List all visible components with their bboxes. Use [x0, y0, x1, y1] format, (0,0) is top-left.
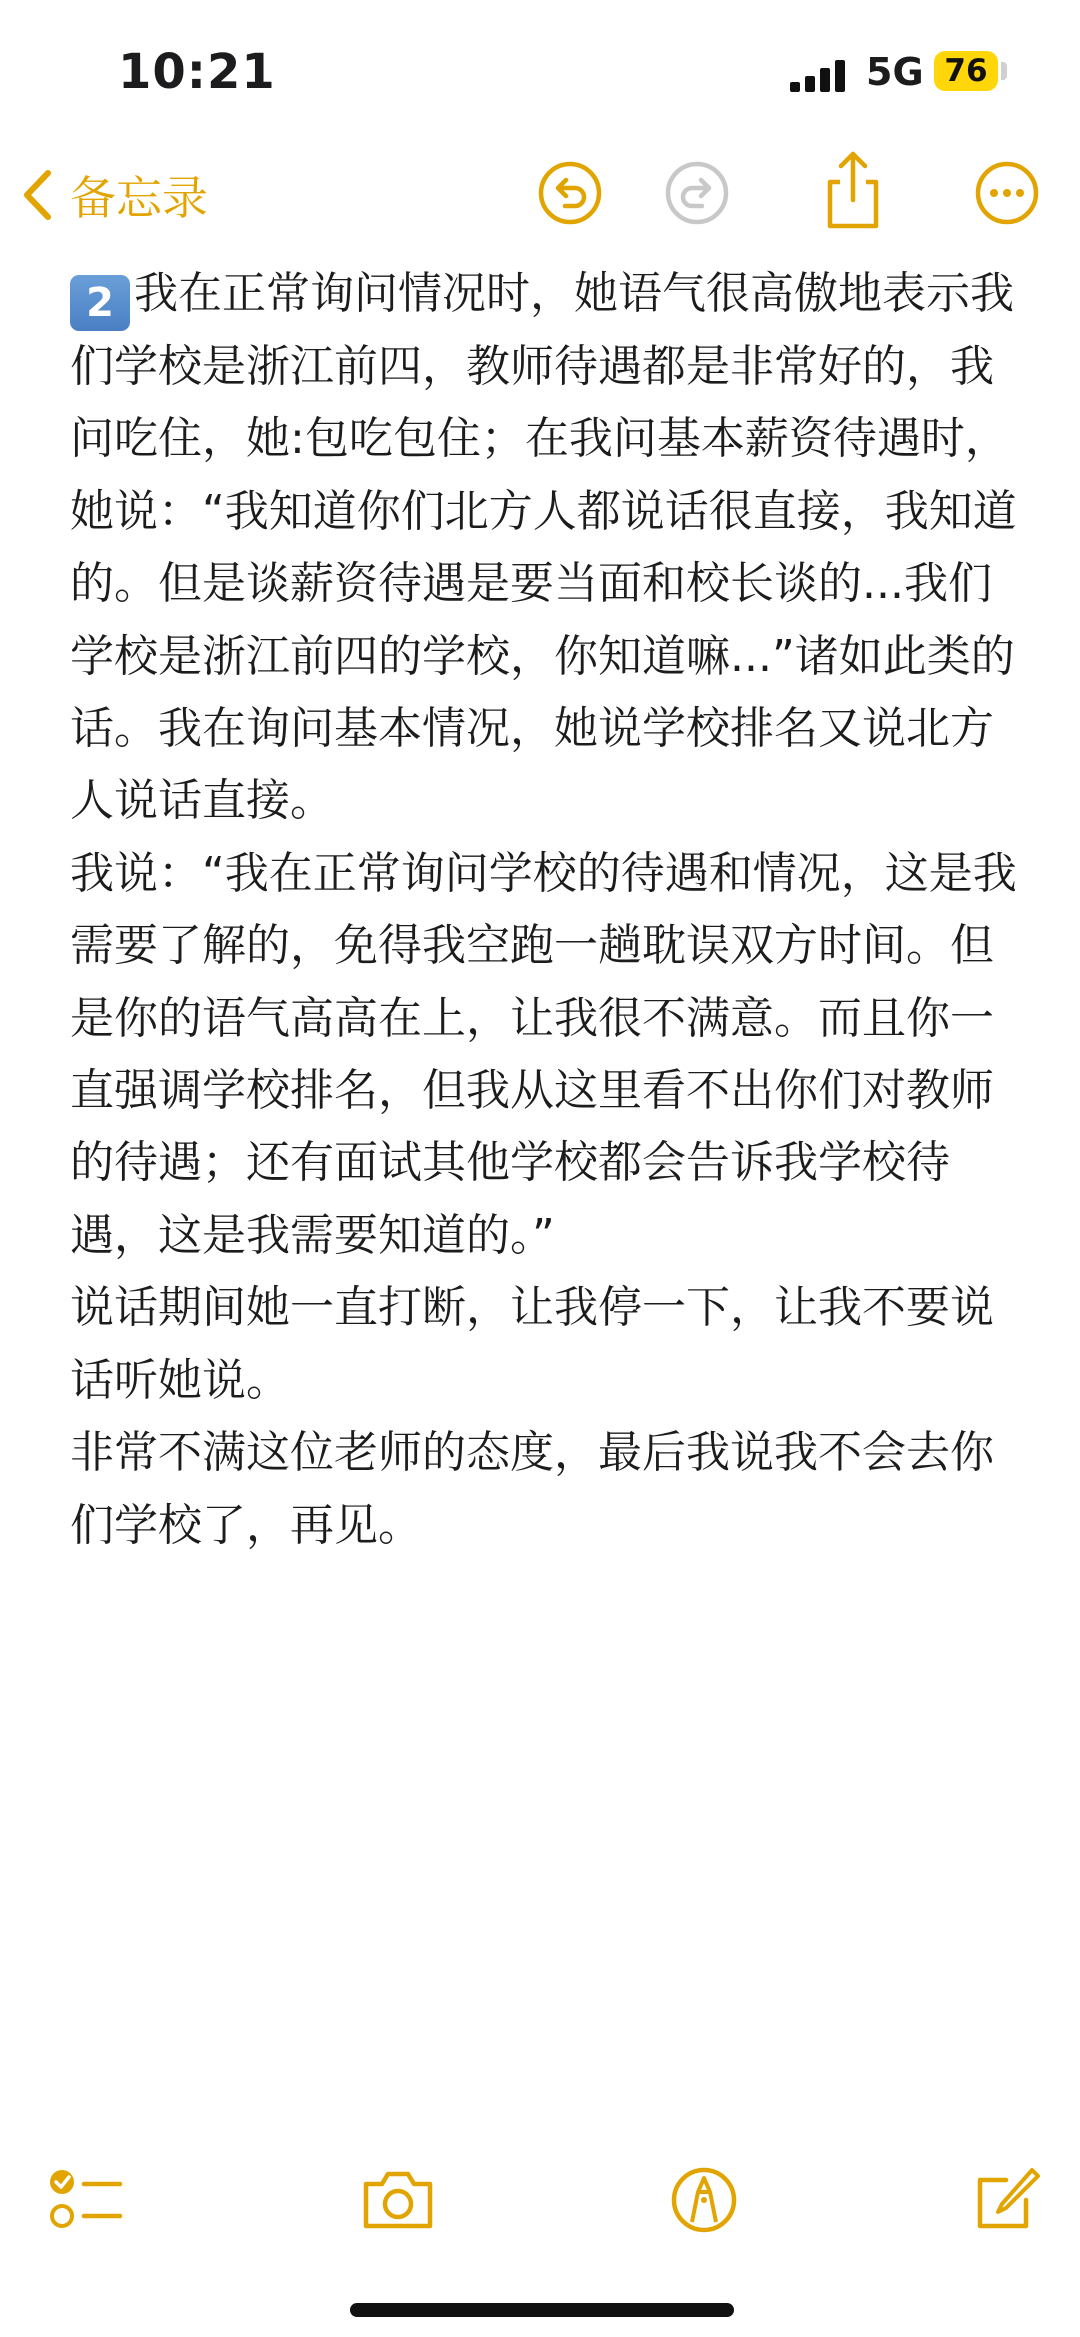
note-paragraph [70, 258, 1020, 838]
back-button[interactable] [22, 160, 208, 230]
status-bar [0, 0, 1080, 140]
cellular-signal-icon [790, 60, 850, 92]
battery-level: 76 [944, 53, 988, 89]
battery-cap [1001, 62, 1007, 80]
home-indicator[interactable] [350, 2303, 734, 2317]
navigation-bar [0, 140, 1080, 250]
status-time: 10:21 [118, 44, 276, 100]
undo-icon[interactable] [535, 158, 605, 228]
note-body[interactable] [70, 258, 1020, 1562]
back-label: 备忘录 [70, 171, 208, 225]
redo-icon[interactable] [662, 158, 732, 228]
note-paragraph: 说话期间她一直打断，让我停一下，让我不要说话听她说。 [70, 1282, 994, 1406]
checklist-icon[interactable] [46, 2160, 126, 2240]
note-paragraph: 我说：“我在正常询问学校的待遇和情况，这是我需要了解的，免得我空跑一趟耽误双方时间。但是你的语气高高在上，让我很不满意。而且你一直强调学校排名，但我从这里看不出你们对教师的待遇；还有面试其他学校都会告诉我学校待遇，这是我需要知道的。” [70, 847, 1017, 1261]
camera-icon[interactable] [358, 2160, 438, 2240]
note-paragraph: 非常不满这位老师的态度，最后我说我不会去你们学校了，再见。 [70, 1427, 994, 1551]
more-icon[interactable] [972, 158, 1042, 228]
network-type: 5G [866, 50, 924, 94]
battery-icon [934, 51, 998, 91]
keycap-two-emoji: 2 [70, 275, 130, 331]
note-paragraph-text: 我在正常询问情况时，她语气很高傲地表示我们学校是浙江前四，教师待遇都是非常好的，我问吃住，她:包吃包住；在我问基本薪资待遇时，她说：“我知道你们北方人都说话很直接，我知道的。但是谈薪资待遇是要当面和校长谈的...我们学校是浙江前四的学校，你知道嘛...”诸如此类的话。我在询问基本情况，她说学校排名又说北方人说话直接。 [70, 268, 1017, 827]
markup-pen-icon[interactable] [664, 2160, 744, 2240]
share-icon[interactable] [818, 150, 888, 230]
compose-icon[interactable] [968, 2160, 1048, 2240]
chevron-left-icon [22, 169, 52, 221]
